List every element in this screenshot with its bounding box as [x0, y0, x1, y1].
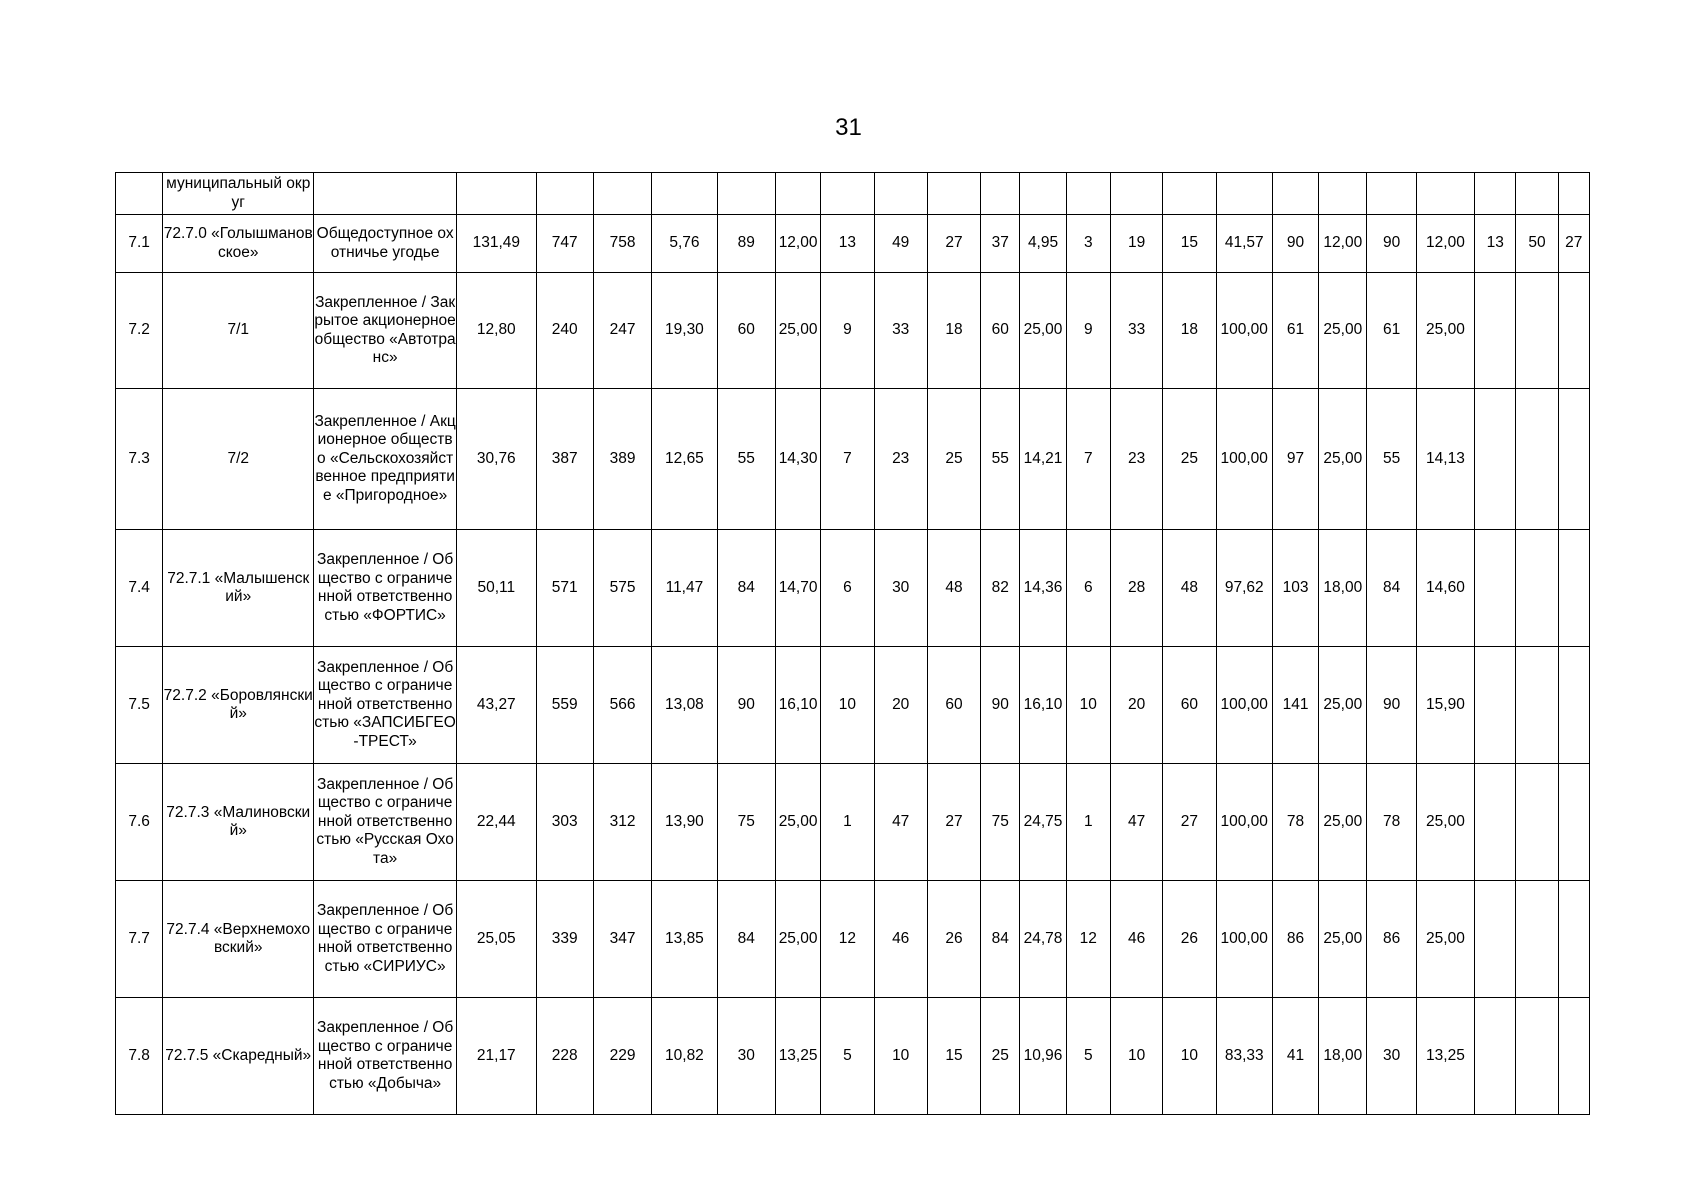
table-cell: 6	[821, 530, 874, 647]
table-cell: 72.7.3 «Малиновский»	[163, 764, 314, 881]
page-number: 31	[835, 114, 862, 141]
table-cell: 75	[981, 764, 1020, 881]
table-cell: 100,00	[1216, 647, 1272, 764]
table-cell: 15	[1163, 215, 1216, 273]
table-cell: 25,00	[1416, 764, 1474, 881]
table-cell	[1475, 764, 1516, 881]
table-cell: 9	[821, 273, 874, 389]
table-row	[116, 647, 1590, 764]
table-cell	[1516, 998, 1558, 1115]
table-cell: 12	[1066, 881, 1110, 998]
table-cell	[1558, 881, 1589, 998]
table-cell: 303	[536, 764, 593, 881]
table-cell: 25,00	[1319, 273, 1367, 389]
table-cell: 387	[536, 389, 593, 530]
table-cell: 61	[1272, 273, 1318, 389]
table-cell: 13,08	[652, 647, 717, 764]
table-cell: 24,75	[1020, 764, 1066, 881]
table-cell: 55	[1367, 389, 1416, 530]
table-cell	[1475, 881, 1516, 998]
table-cell: 100,00	[1216, 273, 1272, 389]
table-cell: 7.3	[116, 389, 163, 530]
table-cell	[821, 173, 874, 215]
table-cell	[1558, 389, 1589, 530]
table-cell: 25	[1163, 389, 1216, 530]
table-cell: 14,70	[775, 530, 820, 647]
table-cell: 25,00	[1319, 647, 1367, 764]
table-cell	[1516, 881, 1558, 998]
table-cell: 84	[717, 881, 775, 998]
table-cell: 86	[1272, 881, 1318, 998]
table-cell: 14,13	[1416, 389, 1474, 530]
table-cell: 72.7.0 «Голышмановское»	[163, 215, 314, 273]
table-cell	[981, 173, 1020, 215]
table-cell: 55	[717, 389, 775, 530]
table-cell: 12	[821, 881, 874, 998]
table-cell: Закрепленное / Общество с ограниченной ответственностью «Русская Охота»	[314, 764, 457, 881]
table-cell: 12,80	[457, 273, 536, 389]
table-cell: 5,76	[652, 215, 717, 273]
table-cell: 7.2	[116, 273, 163, 389]
table-cell	[1475, 273, 1516, 389]
table-cell: 1	[821, 764, 874, 881]
table-cell: Закрепленное / Общество с ограниченной ответственностью «ЗАПСИБГЕО-ТРЕСТ»	[314, 647, 457, 764]
table-cell: 55	[981, 389, 1020, 530]
table-cell: 347	[593, 881, 651, 998]
table-cell: 575	[593, 530, 651, 647]
table-cell: 27	[1163, 764, 1216, 881]
table-cell: 47	[874, 764, 927, 881]
table-cell: 84	[717, 530, 775, 647]
table-row	[116, 273, 1590, 389]
table-cell	[1516, 764, 1558, 881]
table-cell	[1475, 389, 1516, 530]
table-cell: 7.5	[116, 647, 163, 764]
table-cell	[652, 173, 717, 215]
table-cell: 14,36	[1020, 530, 1066, 647]
table-cell: 82	[981, 530, 1020, 647]
table-row	[116, 389, 1590, 530]
table-cell: 83,33	[1216, 998, 1272, 1115]
table-cell: 18,00	[1319, 530, 1367, 647]
table-cell: 47	[1110, 764, 1162, 881]
table-cell: 5	[821, 998, 874, 1115]
table-cell: 25,00	[1319, 764, 1367, 881]
table-cell	[1516, 530, 1558, 647]
table-cell: 28	[1110, 530, 1162, 647]
table-cell: 72.7.4 «Верхнемоховский»	[163, 881, 314, 998]
table-header-row	[116, 173, 1590, 215]
table-cell: 90	[1272, 215, 1318, 273]
table-cell: 41	[1272, 998, 1318, 1115]
table-cell: 26	[927, 881, 980, 998]
table-cell: 15,90	[1416, 647, 1474, 764]
table-cell: 86	[1367, 881, 1416, 998]
table-cell: 20	[1110, 647, 1162, 764]
table-cell: 9	[1066, 273, 1110, 389]
table-cell: 13	[1475, 215, 1516, 273]
table-cell	[1216, 173, 1272, 215]
table-cell: 12,00	[1319, 215, 1367, 273]
table-cell	[1558, 530, 1589, 647]
table-cell: 103	[1272, 530, 1318, 647]
table-cell: 25,00	[775, 273, 820, 389]
table-cell	[1516, 647, 1558, 764]
table-cell: 78	[1272, 764, 1318, 881]
table-cell: 247	[593, 273, 651, 389]
table-cell: 18	[927, 273, 980, 389]
table-cell: 22,44	[457, 764, 536, 881]
table-cell: 72.7.2 «Боровлянский»	[163, 647, 314, 764]
table-row	[116, 881, 1590, 998]
table-cell: 10,82	[652, 998, 717, 1115]
table-cell: 229	[593, 998, 651, 1115]
table-cell: 14,30	[775, 389, 820, 530]
table-cell: 10	[874, 998, 927, 1115]
table-cell	[457, 173, 536, 215]
table-cell: 389	[593, 389, 651, 530]
table-cell: Закрепленное / Общество с ограниченной ответственностью «СИРИУС»	[314, 881, 457, 998]
table-cell: 228	[536, 998, 593, 1115]
table-cell: 75	[717, 764, 775, 881]
table-cell: 7.1	[116, 215, 163, 273]
table-cell: 60	[717, 273, 775, 389]
table-cell	[874, 173, 927, 215]
table-cell: 7	[821, 389, 874, 530]
hunting-grounds-table	[115, 172, 1590, 1115]
table-cell: 11,47	[652, 530, 717, 647]
table-cell: 43,27	[457, 647, 536, 764]
table-cell: 13,25	[1416, 998, 1474, 1115]
table-cell: 25,00	[775, 881, 820, 998]
table-cell: 50	[1516, 215, 1558, 273]
table-cell: 3	[1066, 215, 1110, 273]
table-cell: 14,60	[1416, 530, 1474, 647]
table-cell: 12,00	[775, 215, 820, 273]
table-cell: 46	[874, 881, 927, 998]
table-row	[116, 764, 1590, 881]
table-cell: 25	[981, 998, 1020, 1115]
table-cell: 25,00	[775, 764, 820, 881]
table-cell: 18	[1163, 273, 1216, 389]
table-cell: 131,49	[457, 215, 536, 273]
table-cell: 25,05	[457, 881, 536, 998]
table-cell	[1558, 273, 1589, 389]
table-cell	[717, 173, 775, 215]
table-cell: 30	[717, 998, 775, 1115]
table-cell: 89	[717, 215, 775, 273]
table-cell: 100,00	[1216, 389, 1272, 530]
table-cell	[1516, 273, 1558, 389]
table-cell: 60	[981, 273, 1020, 389]
table-cell: 12,65	[652, 389, 717, 530]
table-cell: 10	[821, 647, 874, 764]
table-cell	[1558, 764, 1589, 881]
table-cell: 60	[927, 647, 980, 764]
table-cell: 100,00	[1216, 764, 1272, 881]
table-cell: 12,00	[1416, 215, 1474, 273]
table-cell: 571	[536, 530, 593, 647]
table-cell: 61	[1367, 273, 1416, 389]
table-cell: 312	[593, 764, 651, 881]
table-cell: 100,00	[1216, 881, 1272, 998]
table-cell	[314, 173, 457, 215]
table-cell: 10,96	[1020, 998, 1066, 1115]
table-cell: 78	[1367, 764, 1416, 881]
table-cell: 60	[1163, 647, 1216, 764]
table-cell: 19,30	[652, 273, 717, 389]
table-cell	[1020, 173, 1066, 215]
table-cell: 25,00	[1416, 881, 1474, 998]
table-body	[116, 173, 1590, 1115]
table-cell	[1475, 530, 1516, 647]
table-cell: 30	[874, 530, 927, 647]
table-cell: 13,85	[652, 881, 717, 998]
table-cell: 26	[1163, 881, 1216, 998]
table-cell	[1558, 647, 1589, 764]
table-cell: 7.8	[116, 998, 163, 1115]
table-cell: 90	[981, 647, 1020, 764]
table-cell	[1558, 998, 1589, 1115]
table-cell: Закрепленное / Акционерное общество «Сельскохозяйственное предприятие «Пригородное»	[314, 389, 457, 530]
table-cell: Закрепленное / Общество с ограниченной ответственностью «Добыча»	[314, 998, 457, 1115]
table-cell	[1110, 173, 1162, 215]
table-cell: Закрепленное / Закрытое акционерное общество «Автотранс»	[314, 273, 457, 389]
table-cell: 13,25	[775, 998, 820, 1115]
table-cell: 72.7.5 «Скаредный»	[163, 998, 314, 1115]
table-cell: 747	[536, 215, 593, 273]
table-cell	[1516, 389, 1558, 530]
table-cell: 25,00	[1319, 881, 1367, 998]
table-cell: 19	[1110, 215, 1162, 273]
table-cell: 30	[1367, 998, 1416, 1115]
table-cell: 21,17	[457, 998, 536, 1115]
table-cell: 18,00	[1319, 998, 1367, 1115]
table-cell: 16,10	[1020, 647, 1066, 764]
table-cell: 25	[927, 389, 980, 530]
table-cell: 48	[1163, 530, 1216, 647]
table-cell	[1066, 173, 1110, 215]
table-cell: 97,62	[1216, 530, 1272, 647]
table-cell	[1475, 173, 1516, 215]
table-cell	[775, 173, 820, 215]
table-cell: 27	[1558, 215, 1589, 273]
table-cell: 41,57	[1216, 215, 1272, 273]
table-cell: 7.4	[116, 530, 163, 647]
table-row	[116, 530, 1590, 647]
table-cell: 10	[1066, 647, 1110, 764]
table-cell: 48	[927, 530, 980, 647]
table-cell: 49	[874, 215, 927, 273]
table-cell: 84	[981, 881, 1020, 998]
table-cell: 50,11	[457, 530, 536, 647]
table-cell	[1367, 173, 1416, 215]
table-cell: 5	[1066, 998, 1110, 1115]
table-cell: 339	[536, 881, 593, 998]
table-cell: 7.6	[116, 764, 163, 881]
table-cell: 6	[1066, 530, 1110, 647]
table-cell	[1475, 647, 1516, 764]
table-cell: 7/2	[163, 389, 314, 530]
table-cell	[593, 173, 651, 215]
table-cell: 72.7.1 «Малышенский»	[163, 530, 314, 647]
table-cell	[1516, 173, 1558, 215]
table-cell	[1272, 173, 1318, 215]
table-cell	[927, 173, 980, 215]
table-cell	[1475, 998, 1516, 1115]
table-cell: 37	[981, 215, 1020, 273]
table-row	[116, 998, 1590, 1115]
table-cell: 46	[1110, 881, 1162, 998]
table-cell: 97	[1272, 389, 1318, 530]
table-cell: 240	[536, 273, 593, 389]
table-cell: 33	[1110, 273, 1162, 389]
table-cell: 566	[593, 647, 651, 764]
table-cell: 4,95	[1020, 215, 1066, 273]
table-cell: 30,76	[457, 389, 536, 530]
table-cell: 10	[1110, 998, 1162, 1115]
table-cell: Закрепленное / Общество с ограниченной ответственностью «ФОРТИС»	[314, 530, 457, 647]
table-cell: муниципальный округ	[163, 173, 314, 215]
table-cell: 90	[1367, 215, 1416, 273]
table-cell: 20	[874, 647, 927, 764]
table-cell: 23	[1110, 389, 1162, 530]
table-cell	[1319, 173, 1367, 215]
table-cell: 14,21	[1020, 389, 1066, 530]
table-cell: 33	[874, 273, 927, 389]
table-cell: 15	[927, 998, 980, 1115]
table-cell: 84	[1367, 530, 1416, 647]
table-cell: 13,90	[652, 764, 717, 881]
table-row	[116, 215, 1590, 273]
table-cell: 27	[927, 215, 980, 273]
table-cell: 27	[927, 764, 980, 881]
table-cell: 758	[593, 215, 651, 273]
table-cell	[116, 173, 163, 215]
table-cell: 7	[1066, 389, 1110, 530]
table-cell: 25,00	[1416, 273, 1474, 389]
table-cell: 25,00	[1020, 273, 1066, 389]
table-cell: 25,00	[1319, 389, 1367, 530]
table-cell: 90	[1367, 647, 1416, 764]
table-cell: 16,10	[775, 647, 820, 764]
table-cell	[1416, 173, 1474, 215]
table-cell: 24,78	[1020, 881, 1066, 998]
table-cell: 90	[717, 647, 775, 764]
table-cell: 13	[821, 215, 874, 273]
table-cell: 23	[874, 389, 927, 530]
table-cell	[1163, 173, 1216, 215]
table-cell: 7.7	[116, 881, 163, 998]
table-cell	[536, 173, 593, 215]
table-cell	[1558, 173, 1589, 215]
table-cell: 141	[1272, 647, 1318, 764]
table-cell: 10	[1163, 998, 1216, 1115]
table-cell: 1	[1066, 764, 1110, 881]
table-cell: 7/1	[163, 273, 314, 389]
table-cell: 559	[536, 647, 593, 764]
table-cell: Общедоступное охотничье угодье	[314, 215, 457, 273]
